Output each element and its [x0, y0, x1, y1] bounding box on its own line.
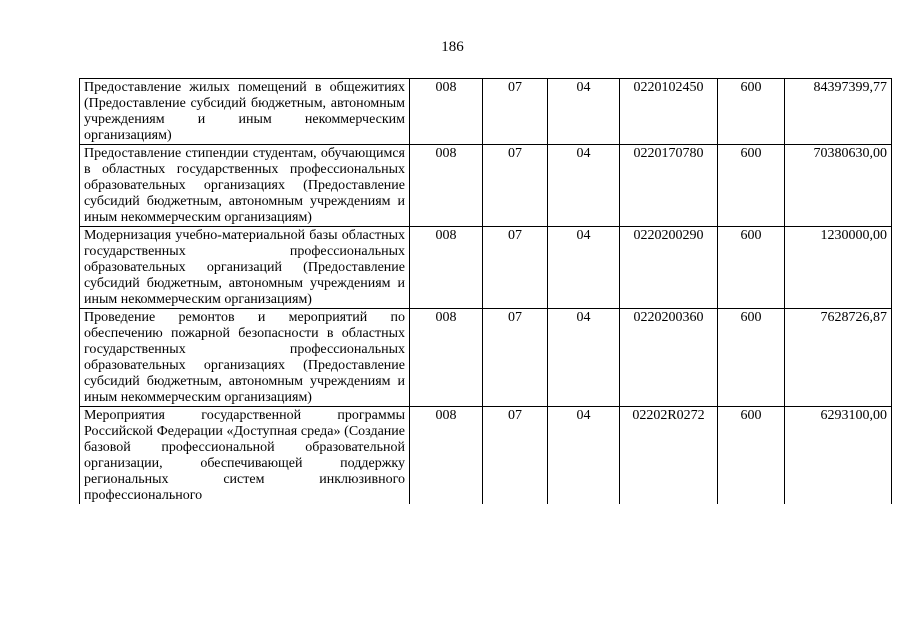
expense-type-code: 600 [718, 407, 785, 505]
amount: 70380630,00 [785, 145, 892, 227]
subsection-code: 04 [548, 227, 620, 309]
expense-type-code: 600 [718, 145, 785, 227]
table-row [80, 79, 892, 145]
page-number: 186 [441, 39, 464, 55]
ministry-code: 008 [410, 79, 483, 145]
ministry-code: 008 [410, 227, 483, 309]
table-row [80, 145, 892, 227]
subsection-code: 04 [548, 309, 620, 407]
table-row [80, 227, 892, 309]
expense-type-code: 600 [718, 79, 785, 145]
row-description: Модернизация учебно-материальной базы областных государственных профессиональных образовательных организаций (Предоставление субсидий бюджетным, автономным учреждениям и иным некоммерческим организациям) [80, 227, 410, 309]
target-article-code: 0220102450 [620, 79, 718, 145]
section-code: 07 [483, 79, 548, 145]
section-code: 07 [483, 227, 548, 309]
subsection-code: 04 [548, 79, 620, 145]
amount: 1230000,00 [785, 227, 892, 309]
budget-table [79, 78, 892, 504]
target-article-code: 0220200290 [620, 227, 718, 309]
section-code: 07 [483, 407, 548, 505]
row-description: Мероприятия государственной программы Российской Федерации «Доступная среда» (Создание базовой профессиональной образовательной организации, обеспечивающей поддержку региональных систем инклюзивного профессионального [80, 407, 410, 505]
subsection-code: 04 [548, 407, 620, 505]
section-code: 07 [483, 145, 548, 227]
target-article-code: 0220170780 [620, 145, 718, 227]
expense-type-code: 600 [718, 227, 785, 309]
ministry-code: 008 [410, 145, 483, 227]
target-article-code: 02202R0272 [620, 407, 718, 505]
ministry-code: 008 [410, 309, 483, 407]
table-row [80, 309, 892, 407]
subsection-code: 04 [548, 145, 620, 227]
ministry-code: 008 [410, 407, 483, 505]
row-description: Проведение ремонтов и мероприятий по обеспечению пожарной безопасности в областных государственных профессиональных образовательных организациях (Предоставление субсидий бюджетным, автономным учреждениям и иным некоммерческим организациям) [80, 309, 410, 407]
amount: 84397399,77 [785, 79, 892, 145]
table-row [80, 407, 892, 505]
row-description: Предоставление стипендии студентам, обучающимся в областных государственных профессиональных образовательных организациях (Предоставление субсидий бюджетным, автономным учреждениям и иным некоммерческим организациям) [80, 145, 410, 227]
amount: 6293100,00 [785, 407, 892, 505]
amount: 7628726,87 [785, 309, 892, 407]
expense-type-code: 600 [718, 309, 785, 407]
section-code: 07 [483, 309, 548, 407]
row-description: Предоставление жилых помещений в общежитиях (Предоставление субсидий бюджетным, автономным учреждениям и иным некоммерческим организациям) [80, 79, 410, 145]
target-article-code: 0220200360 [620, 309, 718, 407]
